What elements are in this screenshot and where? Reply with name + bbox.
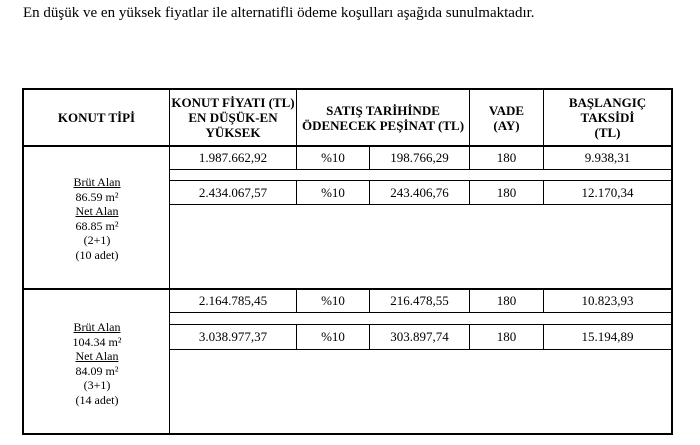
header-down-payment xyxy=(297,90,469,145)
header-down-line: ÖDENECEK PEŞİNAT (TL) xyxy=(301,117,465,133)
header-installment-line: (TL) xyxy=(594,125,621,140)
term-cell: 180 xyxy=(496,150,517,165)
header-installment-line: TAKSİDİ xyxy=(580,110,635,125)
header-down-line: SATIŞ TARİHİNDE xyxy=(326,102,440,118)
unit-type-2plus1 xyxy=(24,175,170,262)
down-payment-cell: 243.406,76 xyxy=(390,184,449,200)
row-divider xyxy=(170,204,671,205)
room-count: (3+1) xyxy=(83,378,111,392)
rate-cell: %10 xyxy=(321,184,345,200)
down-payment-cell: 303.897,74 xyxy=(390,329,449,344)
net-area-label: Net Alan xyxy=(75,204,119,218)
term-cell: 180 xyxy=(496,329,517,344)
header-price-line: KONUT FİYATI (TL) xyxy=(171,95,295,110)
net-area-label: Net Alan xyxy=(75,349,119,363)
down-payment-cell: 216.478,55 xyxy=(390,293,449,308)
term-cell: 180 xyxy=(496,293,517,308)
term-cell: 180 xyxy=(496,184,517,200)
gross-area-label: Brüt Alan xyxy=(73,175,121,189)
room-count: (2+1) xyxy=(83,233,111,247)
header-term xyxy=(470,90,543,145)
installment-cell: 12.170,34 xyxy=(581,184,634,200)
row-divider xyxy=(170,349,671,350)
installment-cell: 9.938,31 xyxy=(584,150,631,165)
net-area-value: 68.85 m² xyxy=(75,218,119,233)
header-type xyxy=(24,90,169,145)
unit-count: (14 adet) xyxy=(75,392,119,407)
rate-cell: %10 xyxy=(321,329,345,344)
price-cell: 1.987.662,92 xyxy=(198,150,268,165)
unit-count: (10 adet) xyxy=(75,247,119,262)
header-price-line: YÜKSEK xyxy=(205,125,261,140)
installment-cell: 10.823,93 xyxy=(581,293,634,308)
gross-area-label: Brüt Alan xyxy=(73,320,121,334)
header-type-label: KONUT TİPİ xyxy=(57,110,136,125)
intro-text: En düşük ve en yüksek fiyatlar ile alternatifli ödeme koşulları aşağıda sunulmaktadır. xyxy=(23,5,535,21)
header-installment xyxy=(544,90,671,145)
price-cell: 3.038.977,37 xyxy=(198,329,268,344)
down-payment-cell: 198.766,29 xyxy=(390,150,449,165)
price-cell: 2.164.785,45 xyxy=(198,293,268,308)
header-term-line: VADE xyxy=(488,102,525,118)
unit-type-3plus1 xyxy=(24,320,170,407)
row-divider xyxy=(170,169,671,170)
rate-cell: %10 xyxy=(321,150,345,165)
header-price-line: EN DÜŞÜK-EN xyxy=(188,110,278,125)
rate-cell: %10 xyxy=(321,293,345,308)
net-area-value: 84.09 m² xyxy=(75,363,119,378)
gross-area-value: 86.59 m² xyxy=(75,189,119,204)
gross-area-value: 104.34 m² xyxy=(72,334,122,349)
pricing-table xyxy=(22,88,673,435)
header-price xyxy=(170,90,296,145)
header-installment-line: BAŞLANGIÇ xyxy=(568,95,647,110)
installment-cell: 15.194,89 xyxy=(581,329,634,344)
header-term-line: (AY) xyxy=(493,117,520,133)
price-cell: 2.434.067,57 xyxy=(198,184,268,200)
row-divider xyxy=(170,312,671,313)
